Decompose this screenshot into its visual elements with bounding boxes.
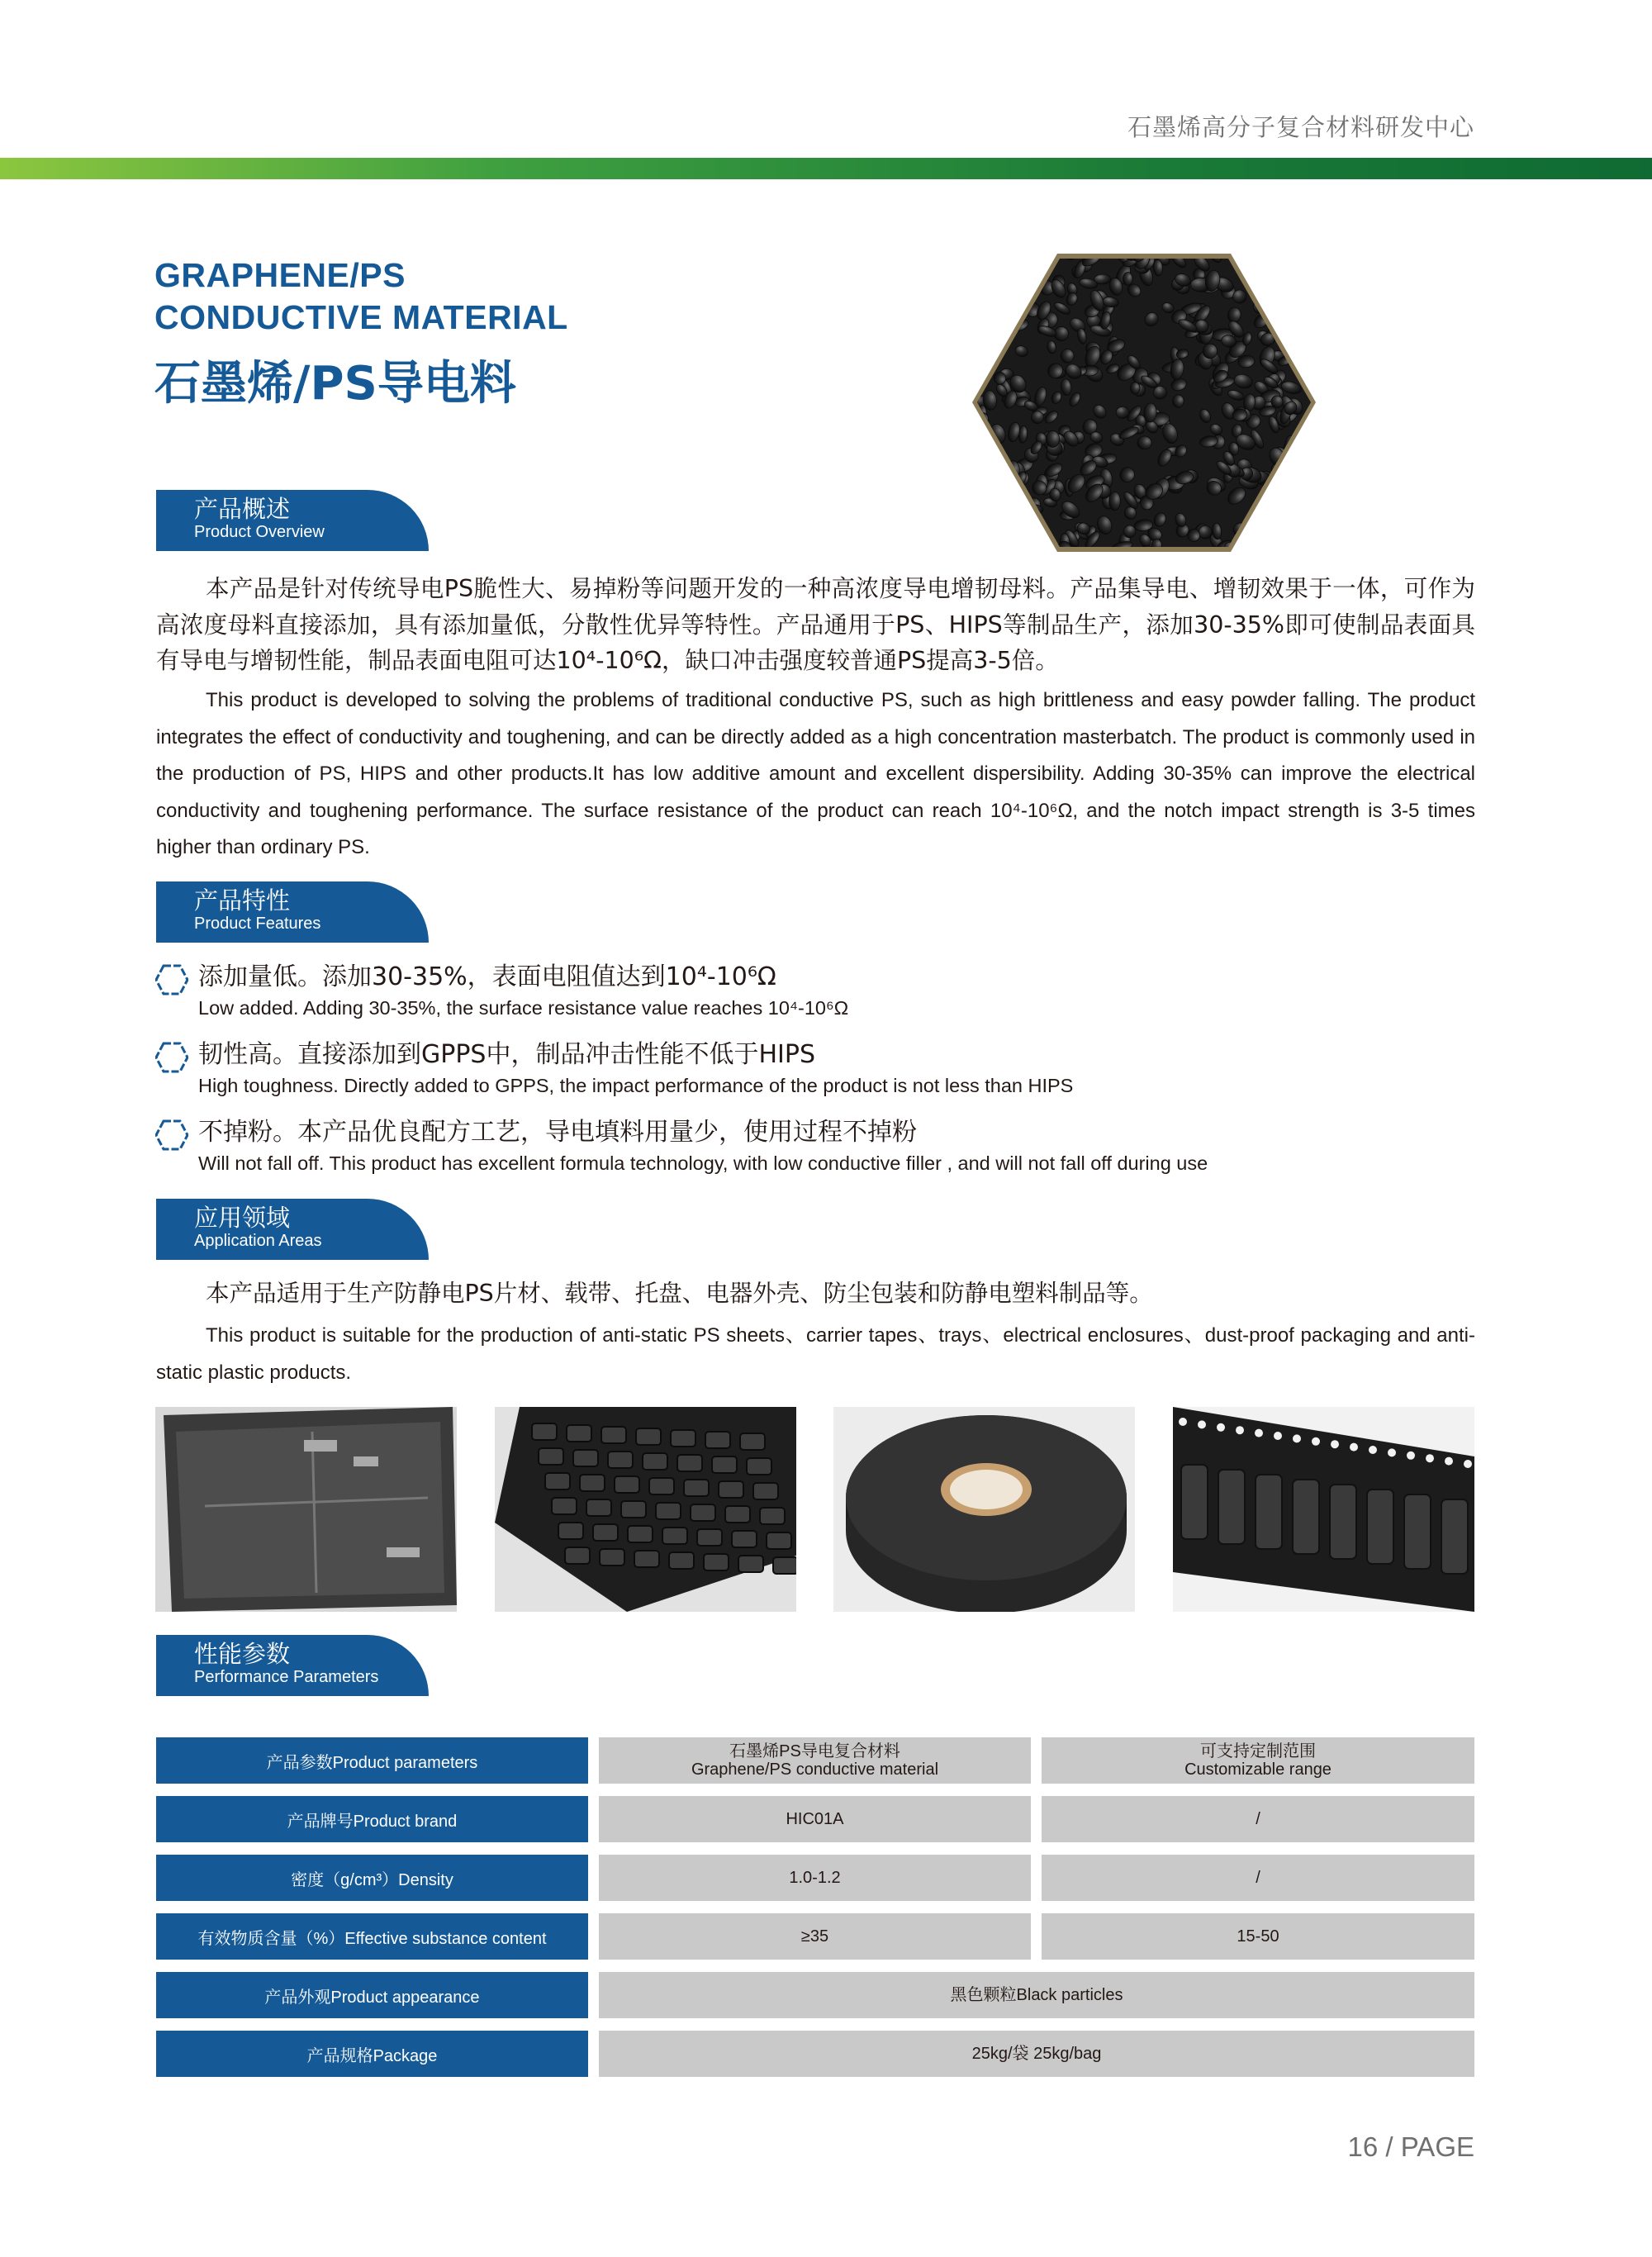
table-row-value: ≥35 [599,1913,1031,1960]
title-english [154,254,568,339]
table-header-param: 产品参数Product parameters [156,1737,588,1784]
title-chinese: 石墨烯/PS导电料 [154,357,516,411]
header-center-name: 石墨烯高分子复合材料研发中心 [1127,113,1474,141]
table-row-range: / [1042,1855,1474,1901]
applications-text-cn: 本产品适用于生产防静电PS片材、载带、托盘、电器外壳、防尘包装和防静电塑料制品等。 [206,1280,1153,1307]
features-label-cn: 产品特性 [194,886,291,915]
overview-text-cn: 本产品是针对传统导电PS脆性大、易掉粉等问题开发的一种高浓度导电增韧母料。产品集导电、增韧效果于一体，可作为高浓度母料直接添加，具有添加量低，分散性优异等特性。产品通用于PS、HIPS等制品生产，添加30-35%即可使制品表面具有导电与增韧性能，制品表面电阻可达10⁴-10⁶Ω，缺口冲击强度较普通PS提高3-5倍。 [156,575,1475,674]
section-label-overview [156,490,429,551]
feature-text-cn: 韧性高。直接添加到GPPS中，制品冲击性能不低于HIPS [198,1040,816,1069]
applications-label-cn: 应用领域 [194,1204,291,1232]
applications-label-en: Application Areas [194,1232,322,1250]
table-row-param: 产品牌号Product brand [156,1796,588,1842]
table-header-range-cn: 可支持定制范围 [1200,1742,1316,1760]
table-row-param: 密度（g/cm³）Density [156,1855,588,1901]
applications-text-en: This product is suitable for the production of anti-static PS sheets、carrier tapes、trays、electrical enclosures、dust-proof packaging and anti-static plastic products. [156,1324,1475,1384]
table-row-param: 产品外观Product appearance [156,1972,588,2018]
overview-label-en: Product Overview [194,523,325,541]
overview-label-cn: 产品概述 [194,495,291,523]
feature-text-en: Will not fall off. This product has excellent formula technology, with low conductive filler , and will not fall off during use [198,1152,1208,1174]
table-row-value: 1.0-1.2 [599,1855,1031,1901]
table-row-value: 25kg/袋 25kg/bag [599,2031,1474,2077]
title-en-line1: GRAPHENE/PS [154,256,406,294]
table-row-param: 有效物质含量（%）Effective substance content [156,1913,588,1960]
table-row-range: / [1042,1796,1474,1842]
table-row-value: HIC01A [599,1796,1031,1842]
feature-text-cn: 添加量低。添加30-35%，表面电阻值达到10⁴-10⁶Ω [198,962,776,991]
hexagon-bullet-icon [155,964,188,995]
parameters-label-cn: 性能参数 [194,1640,291,1668]
photo-carrier-tape [1173,1407,1474,1612]
table-row-range: 15-50 [1042,1913,1474,1960]
product-pellets-image [971,252,1317,554]
hexagon-bullet-icon [155,1119,188,1151]
page-number: 16 / PAGE [1347,2131,1474,2162]
photo-carrier-tape-reel [833,1407,1135,1612]
table-header-material-en: Graphene/PS conductive material [691,1760,939,1779]
feature-text-en: High toughness. Directly added to GPPS, the impact performance of the product is not less than HIPS [198,1075,1074,1096]
hexagon-bullet-icon [155,1042,188,1073]
table-header-material [599,1737,1031,1784]
section-label-features [156,881,429,943]
photo-antistatic-sheet [155,1407,457,1612]
table-row-param: 产品规格Package [156,2031,588,2077]
table-header-range [1042,1737,1474,1784]
photo-tray [495,1407,796,1612]
parameters-label-en: Performance Parameters [194,1668,379,1686]
title-en-line2: CONDUCTIVE MATERIAL [154,298,568,336]
section-label-applications [156,1199,429,1260]
table-header-range-en: Customizable range [1184,1760,1332,1779]
header-green-bar [0,158,1652,179]
table-header-material-cn: 石墨烯PS导电复合材料 [729,1742,900,1760]
feature-text-en: Low added. Adding 30-35%, the surface resistance value reaches 10⁴-10⁶Ω [198,997,849,1019]
feature-text-cn: 不掉粉。本产品优良配方工艺，导电填料用量少，使用过程不掉粉 [198,1118,917,1147]
features-label-en: Product Features [194,915,321,933]
overview-text-en: This product is developed to solving the problems of traditional conductive PS, such as high brittleness and easy powder falling. The product integrates the effect of conductivity and toughening, and can be directly added as a high concentration masterbatch. The product is commonly used in the production of PS, HIPS and other products.It has low additive amount and excellent dispersibility. Adding 30-35% can improve the electrical conductivity and toughening performance. The surface resistance of the product can reach 10⁴-10⁶Ω, and the notch impact strength is 3-5 times higher than ordinary PS. [156,689,1475,858]
section-label-parameters [156,1635,429,1696]
table-row-value: 黑色颗粒Black particles [599,1972,1474,2018]
